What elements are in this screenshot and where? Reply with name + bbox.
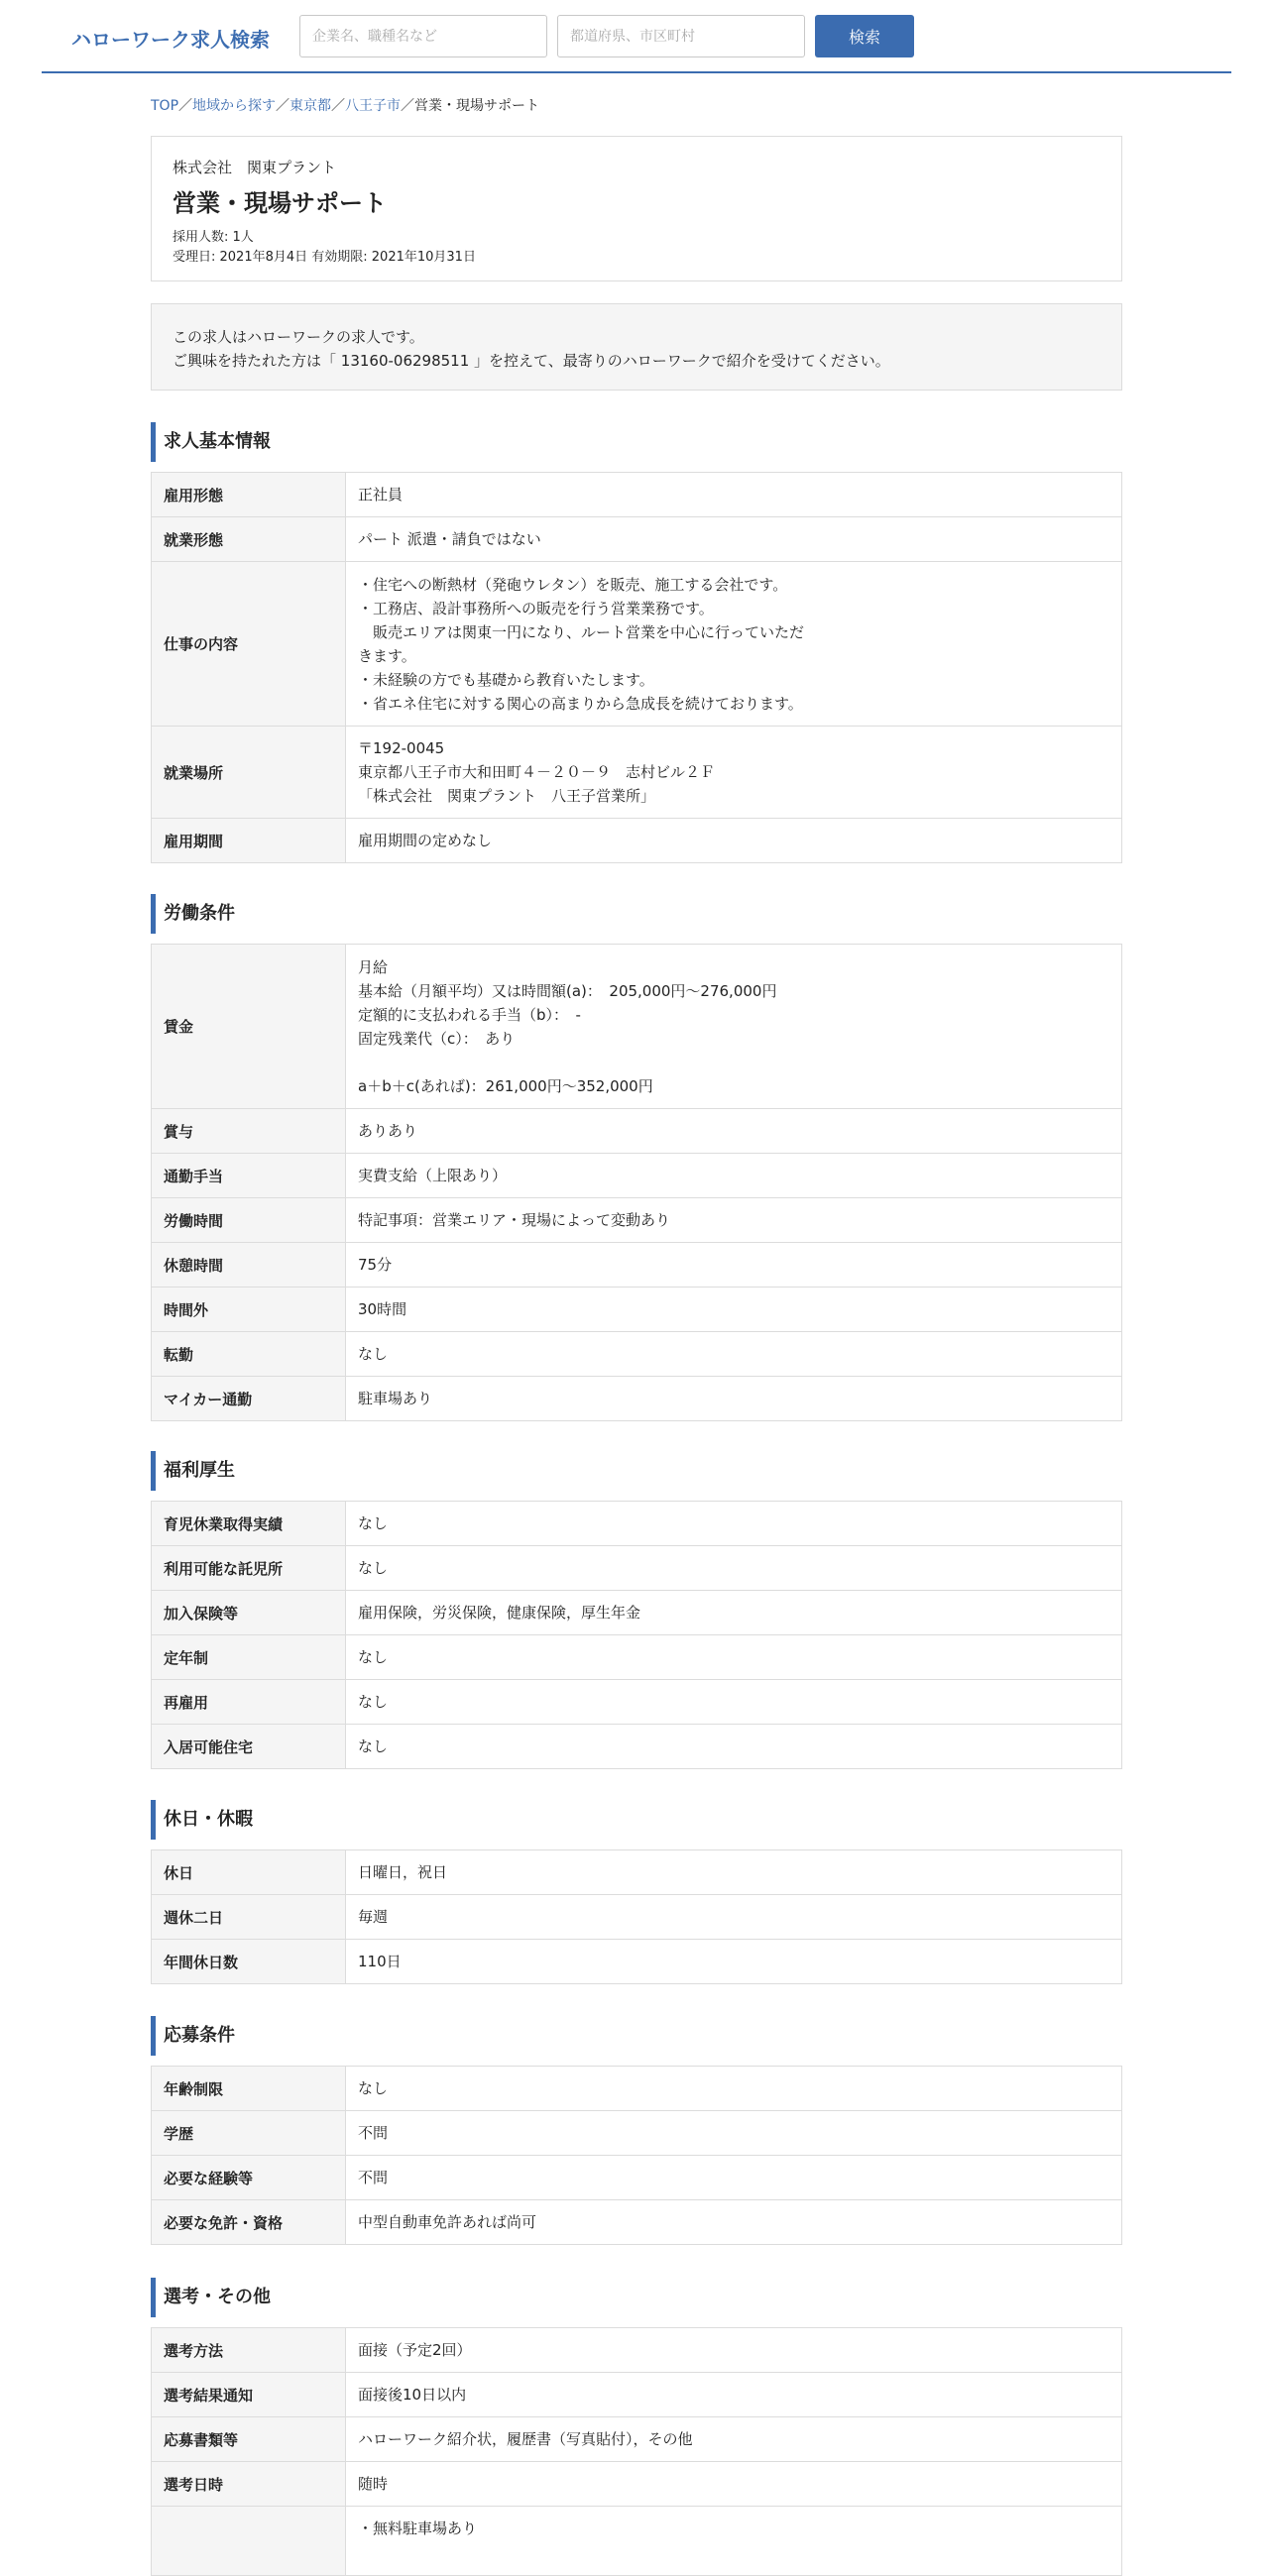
notice-line: ご興味を持たれた方は「 13160-06298511 」を控えて、最寄りのハローワークで紹介を受けてください。	[173, 352, 890, 370]
table-row	[152, 2462, 1122, 2507]
section-heading: 選考・その他	[151, 2278, 1122, 2317]
location-search-input[interactable]	[557, 15, 805, 57]
table-row	[152, 2373, 1122, 2417]
info-table	[151, 472, 1122, 863]
section-heading: 福利厚生	[151, 1451, 1122, 1491]
table-row	[152, 562, 1122, 727]
table-row	[152, 2507, 1122, 2576]
row-value: 毎週	[346, 1895, 1122, 1940]
row-value: 不問	[346, 2111, 1122, 2156]
row-value: 特記事項：営業エリア・現場によって変動あり	[346, 1198, 1122, 1243]
section-requirements	[151, 2016, 1122, 2245]
site-header	[42, 0, 1231, 73]
keyword-search-input[interactable]	[299, 15, 547, 57]
section-basic-info	[151, 422, 1122, 863]
row-label: 通勤手当	[152, 1154, 346, 1198]
table-row	[152, 1502, 1122, 1546]
table-row	[152, 1198, 1122, 1243]
row-value: なし	[346, 1635, 1122, 1680]
row-value: 駐車場あり	[346, 1377, 1122, 1421]
hires-count: 採用人数: 1人	[173, 230, 254, 245]
row-value: ありあり	[346, 1109, 1122, 1154]
row-label: 入居可能住宅	[152, 1725, 346, 1769]
breadcrumb	[151, 95, 539, 115]
row-value: 面接（予定2回）	[346, 2328, 1122, 2373]
row-label: 必要な免許・資格	[152, 2200, 346, 2245]
breadcrumb-region-link[interactable]: 地域から探す	[192, 98, 277, 114]
row-value: なし	[346, 1725, 1122, 1769]
row-value: 日曜日，祝日	[346, 1850, 1122, 1895]
row-label: 選考結果通知	[152, 2373, 346, 2417]
job-title: 営業・現場サポート	[173, 189, 387, 217]
breadcrumb-separator: ／	[401, 98, 415, 114]
row-label: 年間休日数	[152, 1940, 346, 1984]
section-welfare	[151, 1451, 1122, 1769]
section-heading: 求人基本情報	[151, 422, 1122, 462]
table-row	[152, 473, 1122, 517]
table-row	[152, 1377, 1122, 1421]
row-value: 正社員	[346, 473, 1122, 517]
table-row	[152, 945, 1122, 1109]
company-name: 株式会社 関東プラント	[173, 159, 337, 176]
row-label: 転勤	[152, 1332, 346, 1377]
section-working-conditions	[151, 894, 1122, 1421]
row-value: なし	[346, 1332, 1122, 1377]
table-row	[152, 1109, 1122, 1154]
row-label: 雇用形態	[152, 473, 346, 517]
breadcrumb-top-link[interactable]: TOP	[151, 98, 179, 114]
table-row	[152, 1850, 1122, 1895]
table-row	[152, 1154, 1122, 1198]
breadcrumb-separator: ／	[276, 98, 290, 114]
breadcrumb-city-link[interactable]: 八王子市	[345, 98, 402, 114]
row-value: 月給 基本給（月額平均）又は時間額(a)： 205,000円〜276,000円 定額的に支払われる手当（b）： - 固定残業代（c）： あり a＋b＋c(あれば)：261,000円〜352,000円	[346, 945, 1122, 1109]
info-table	[151, 2066, 1122, 2245]
site-logo[interactable]: ハローワーク求人検索	[71, 28, 270, 52]
row-value: なし	[346, 1502, 1122, 1546]
row-label: 応募書類等	[152, 2417, 346, 2462]
info-table	[151, 944, 1122, 1421]
row-label: 年齢制限	[152, 2067, 346, 2111]
table-row	[152, 2200, 1122, 2245]
table-row	[152, 1591, 1122, 1635]
row-value: 中型自動車免許あれば尚可	[346, 2200, 1122, 2245]
row-value: なし	[346, 2067, 1122, 2111]
job-summary-card	[151, 136, 1122, 281]
row-value: 30時間	[346, 1288, 1122, 1332]
row-label: 仕事の内容	[152, 562, 346, 727]
section-heading: 応募条件	[151, 2016, 1122, 2056]
search-button[interactable]: 検索	[815, 15, 914, 57]
table-row	[152, 1635, 1122, 1680]
row-label: 選考方法	[152, 2328, 346, 2373]
table-row	[152, 1725, 1122, 1769]
table-row	[152, 517, 1122, 562]
row-label: 定年制	[152, 1635, 346, 1680]
row-label: 育児休業取得実績	[152, 1502, 346, 1546]
job-dates: 受理日: 2021年8月4日 有効期限: 2021年10月31日	[173, 250, 476, 265]
table-row	[152, 2328, 1122, 2373]
row-label: 労働時間	[152, 1198, 346, 1243]
row-value: 実費支給（上限あり）	[346, 1154, 1122, 1198]
row-value: 面接後10日以内	[346, 2373, 1122, 2417]
table-row	[152, 1243, 1122, 1288]
row-label: 必要な経験等	[152, 2156, 346, 2200]
row-value: ハローワーク紹介状，履歴書（写真貼付），その他	[346, 2417, 1122, 2462]
table-row	[152, 2067, 1122, 2111]
row-value: 110日	[346, 1940, 1122, 1984]
breadcrumb-current: 営業・現場サポート	[414, 98, 540, 114]
table-row	[152, 1546, 1122, 1591]
hellowork-notice	[151, 303, 1122, 391]
notice-line: この求人はハローワークの求人です。	[173, 328, 424, 346]
row-label: 賞与	[152, 1109, 346, 1154]
breadcrumb-separator: ／	[331, 98, 346, 114]
row-label: 就業形態	[152, 517, 346, 562]
row-value: 雇用期間の定めなし	[346, 819, 1122, 863]
row-value: 不問	[346, 2156, 1122, 2200]
info-table	[151, 1501, 1122, 1769]
table-row	[152, 1680, 1122, 1725]
row-value: パート 派遣・請負ではない	[346, 517, 1122, 562]
table-row	[152, 819, 1122, 863]
row-value: なし	[346, 1546, 1122, 1591]
row-label: 週休二日	[152, 1895, 346, 1940]
section-heading: 労働条件	[151, 894, 1122, 934]
row-label: 休日	[152, 1850, 346, 1895]
section-holidays	[151, 1800, 1122, 1984]
row-label: 再雇用	[152, 1680, 346, 1725]
row-label: 時間外	[152, 1288, 346, 1332]
row-value: なし	[346, 1680, 1122, 1725]
row-label: 学歴	[152, 2111, 346, 2156]
info-table	[151, 2327, 1122, 2576]
row-value: 雇用保険，労災保険，健康保険，厚生年金	[346, 1591, 1122, 1635]
row-value: ・住宅への断熱材（発砲ウレタン）を販売、施工する会社です。 ・工務店、設計事務所への販売を行う営業業務です。 販売エリアは関東一円になり、ルート営業を中心に行っていただ きます。 ・未経験の方でも基礎から教育いたします。 ・省エネ住宅に対する関心の高まりから急成長を続けております。	[346, 562, 1122, 727]
table-row	[152, 1332, 1122, 1377]
table-row	[152, 2417, 1122, 2462]
row-value: 75分	[346, 1243, 1122, 1288]
row-label: 休憩時間	[152, 1243, 346, 1288]
breadcrumb-separator: ／	[178, 98, 193, 114]
row-value: 〒192-0045 東京都八王子市大和田町４－２０－９ 志村ビル２Ｆ 「株式会社 関東プラント 八王子営業所」	[346, 727, 1122, 819]
table-row	[152, 1288, 1122, 1332]
row-label: マイカー通勤	[152, 1377, 346, 1421]
section-heading: 休日・休暇	[151, 1800, 1122, 1840]
row-label: 就業場所	[152, 727, 346, 819]
breadcrumb-prefecture-link[interactable]: 東京都	[289, 98, 332, 114]
row-label: 賃金	[152, 945, 346, 1109]
info-table	[151, 1849, 1122, 1984]
table-row	[152, 1940, 1122, 1984]
row-value: ・無料駐車場あり	[346, 2507, 1122, 2576]
table-row	[152, 2156, 1122, 2200]
section-selection	[151, 2278, 1122, 2576]
table-row	[152, 1895, 1122, 1940]
row-label: 選考日時	[152, 2462, 346, 2507]
row-label: 雇用期間	[152, 819, 346, 863]
row-label	[152, 2507, 346, 2576]
row-value: 随時	[346, 2462, 1122, 2507]
row-label: 利用可能な託児所	[152, 1546, 346, 1591]
row-label: 加入保険等	[152, 1591, 346, 1635]
table-row	[152, 2111, 1122, 2156]
table-row	[152, 727, 1122, 819]
